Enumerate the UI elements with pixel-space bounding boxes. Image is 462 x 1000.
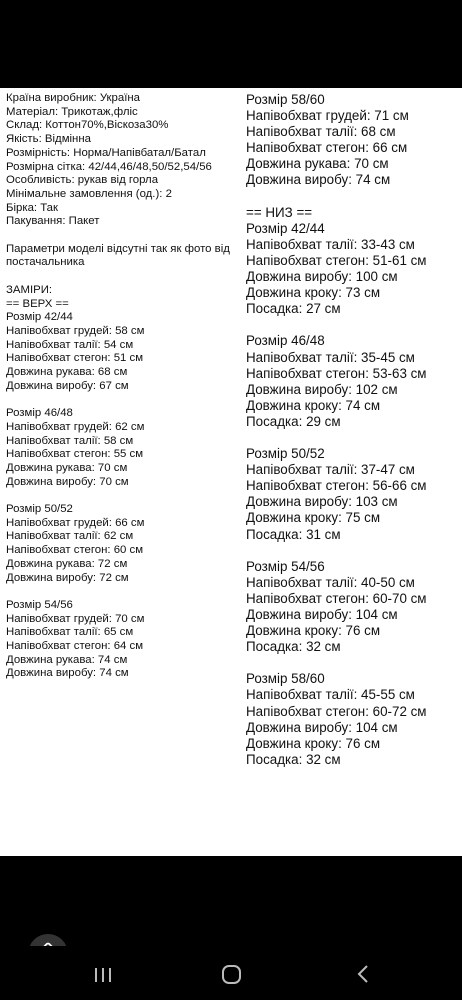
spacer	[6, 270, 242, 284]
text-line: Матеріал: Трикотаж,фліс	[6, 105, 138, 118]
text-line: Довжина рукава: 70 см	[246, 156, 389, 172]
text-line: Довжина виробу: 104 см	[246, 719, 398, 735]
text-line: Довжина виробу: 67 см	[6, 379, 129, 392]
spacer	[6, 489, 242, 503]
text-line: ЗАМІРИ:	[6, 283, 53, 296]
text-line: Якість: Відмінна	[6, 133, 91, 146]
text-line: Довжина виробу: 103 см	[246, 494, 398, 510]
text-line: Довжина виробу: 104 см	[246, 607, 398, 622]
text-line: Напівобхват талії: 68 см	[246, 124, 396, 140]
text-line: Напівобхват грудей: 62 см	[6, 420, 145, 433]
spacer	[6, 393, 242, 407]
text-line: Напівобхват стегон: 60-70 см	[246, 590, 427, 606]
text-line: Посадка: 27 см	[246, 301, 341, 317]
text-line: == ВЕРХ ==	[6, 297, 69, 310]
text-line: Напівобхват талії: 62 см	[6, 530, 134, 543]
text-line: Розмірна сітка: 42/44,46/48,50/52,54/56	[6, 160, 212, 173]
text-line: Розмір 50/52	[6, 503, 73, 516]
text-line: == НИЗ ==	[246, 204, 313, 220]
spacer	[6, 585, 242, 599]
text-line: Посадка: 32 см	[246, 751, 341, 767]
text-line: Напівобхват грудей: 71 см	[246, 108, 409, 124]
spacer	[246, 655, 460, 671]
recent-apps-icon	[90, 960, 118, 988]
text-line: Розмір 42/44	[6, 311, 73, 324]
text-line: Пакування: Пакет	[6, 215, 100, 228]
text-line: Напівобхват талії: 58 см	[6, 434, 134, 447]
text-line: Параметри моделі відсутні так як фото від постачальника	[6, 242, 230, 269]
text-line: Розмір 42/44	[246, 220, 325, 236]
text-line: Довжина кроку: 73 см	[246, 285, 381, 301]
text-line: Посадка: 29 см	[246, 413, 341, 429]
text-line: Напівобхват стегон: 51 см	[6, 352, 144, 365]
text-line: Довжина виробу: 74 см	[6, 667, 129, 680]
home-icon	[218, 960, 246, 988]
back-button[interactable]	[350, 960, 378, 988]
text-line: Напівобхват стегон: 51-61 см	[246, 252, 427, 268]
back-icon	[350, 960, 378, 988]
text-line: Розмір 50/52	[246, 446, 325, 462]
text-line: Довжина кроку: 75 см	[246, 510, 381, 526]
text-line: Розмір 54/56	[6, 598, 73, 611]
text-line: Напівобхват стегон: 66 см	[246, 140, 408, 156]
text-line: Довжина рукава: 74 см	[6, 653, 128, 666]
text-line: Розмір 58/60	[246, 92, 325, 107]
text-line: Напівобхват талії: 65 см	[6, 626, 134, 639]
text-line: Напівобхват стегон: 60 см	[6, 544, 144, 557]
text-line: Напівобхват талії: 54 см	[6, 338, 134, 351]
spacer	[246, 189, 460, 205]
text-line: Склад: Коттон70%,Віскоза30%	[6, 119, 169, 132]
left-column	[6, 92, 242, 681]
text-line: Довжина кроку: 74 см	[246, 397, 381, 413]
home-button[interactable]	[218, 960, 246, 988]
document-image	[0, 88, 462, 856]
text-line: Довжина виробу: 100 см	[246, 269, 398, 285]
text-line: Довжина виробу: 70 см	[6, 475, 129, 488]
text-line: Напівобхват стегон: 60-72 см	[246, 703, 427, 719]
spacer	[246, 430, 460, 446]
text-line: Розмір 58/60	[246, 671, 325, 687]
spacer	[6, 229, 242, 243]
text-line: Напівобхват грудей: 70 см	[6, 612, 145, 625]
text-line: Довжина кроку: 76 см	[246, 623, 381, 639]
text-line: Розмір 46/48	[6, 407, 73, 420]
text-line: Напівобхват стегон: 64 см	[6, 640, 144, 653]
text-line: Посадка: 31 см	[246, 526, 341, 542]
spacer	[246, 543, 460, 559]
text-line: Напівобхват стегон: 53-63 см	[246, 365, 427, 381]
text-line: Напівобхват талії: 33-43 см	[246, 236, 415, 252]
text-line: Довжина виробу: 72 см	[6, 571, 129, 584]
text-line: Напівобхват талії: 37-47 см	[246, 462, 415, 478]
navigation-bar	[0, 946, 462, 1000]
text-line: Посадка: 32 см	[246, 639, 341, 655]
text-line: Напівобхват талії: 45-55 см	[246, 687, 415, 703]
text-line: Довжина рукава: 72 см	[6, 557, 128, 570]
text-line: Напівобхват талії: 40-50 см	[246, 574, 415, 590]
text-line: Бірка: Так	[6, 201, 59, 214]
text-line: Довжина виробу: 102 см	[246, 381, 398, 397]
text-line: Особливість: рукав від горла	[6, 174, 159, 187]
text-line: Розмір 46/48	[246, 333, 325, 349]
text-line: Довжина кроку: 76 см	[246, 735, 381, 751]
text-line: Напівобхват грудей: 58 см	[6, 324, 145, 337]
text-line: Напівобхват грудей: 66 см	[6, 516, 145, 529]
text-line: Довжина виробу: 74 см	[246, 172, 391, 188]
text-line: Розмірність: Норма/Напівбатал/Батал	[6, 146, 206, 159]
text-line: Мінімальне замовлення (од.): 2	[6, 187, 172, 200]
text-line: Країна виробник: Україна	[6, 92, 141, 104]
right-column	[246, 92, 460, 768]
text-line: Напівобхват стегон: 56-66 см	[246, 478, 427, 494]
spacer	[246, 317, 460, 333]
recent-apps-button[interactable]	[90, 960, 118, 988]
text-line: Довжина рукава: 70 см	[6, 461, 128, 474]
text-line: Розмір 54/56	[246, 558, 325, 574]
text-line: Напівобхват талії: 35-45 см	[246, 349, 415, 365]
text-line: Довжина рукава: 68 см	[6, 366, 128, 379]
text-line: Напівобхват стегон: 55 см	[6, 448, 144, 461]
